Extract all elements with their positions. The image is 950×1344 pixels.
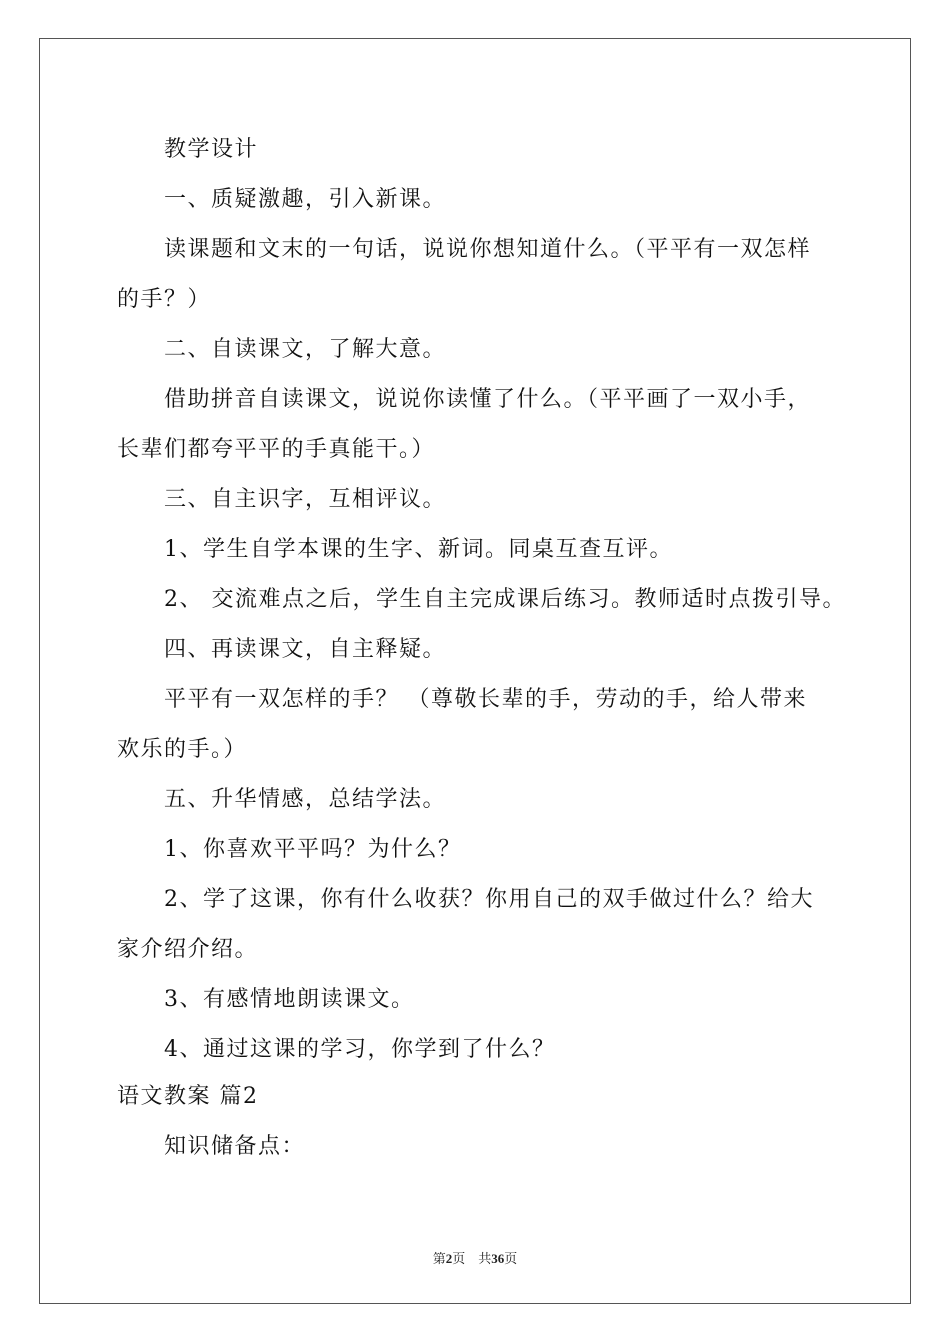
total-prefix: 共 [478,1251,492,1266]
heading-2: 二、自读课文，了解大意。 [164,337,447,362]
list-item: 1、学生自学本课的生字、新词。同桌互查互评。 [164,537,673,562]
paragraph-line: 读课题和文末的一句话，说说你想知道什么。（平平有一双怎样 [164,237,812,262]
chapter-heading: 语文教案 篇2 [117,1084,259,1109]
page-number: 2 [445,1251,453,1266]
section-title: 教学设计 [164,137,259,162]
paragraph-line: 借助拼音自读课文，说说你读懂了什么。（平平画了一双小手， [164,387,812,412]
total-pages: 36 [491,1251,505,1266]
heading-4: 四、再读课文，自主释疑。 [164,637,447,662]
heading-5: 五、升华情感，总结学法。 [164,787,447,812]
paragraph-line: 欢乐的手。） [117,737,248,762]
paragraph-line: 知识储备点： [164,1134,306,1159]
paragraph-line: 的手？） [117,287,212,312]
list-item: 2、 交流难点之后，学生自主完成课后练习。教师适时点拨引导。 [164,587,846,612]
total-suffix: 页 [504,1251,518,1266]
paragraph-line: 平平有一双怎样的手？ （尊敬长辈的手，劳动的手，给人带来 [164,687,807,712]
list-item: 2、学了这课，你有什么收获？你用自己的双手做过什么？给大 [164,887,814,912]
page-suffix: 页 [452,1251,466,1266]
paragraph-line: 家介绍介绍。 [117,937,259,962]
heading-3: 三、自主识字，互相评议。 [164,487,447,512]
list-item: 4、通过这课的学习，你学到了什么？ [164,1037,556,1062]
page-footer [0,1248,950,1267]
list-item: 3、有感情地朗读课文。 [164,987,415,1012]
page-border [39,38,911,1304]
page-prefix: 第 [432,1251,446,1266]
paragraph-line: 长辈们都夸平平的手真能干。） [117,437,436,462]
heading-1: 一、质疑激趣，引入新课。 [164,187,447,212]
list-item: 1、你喜欢平平吗？为什么？ [164,837,462,862]
